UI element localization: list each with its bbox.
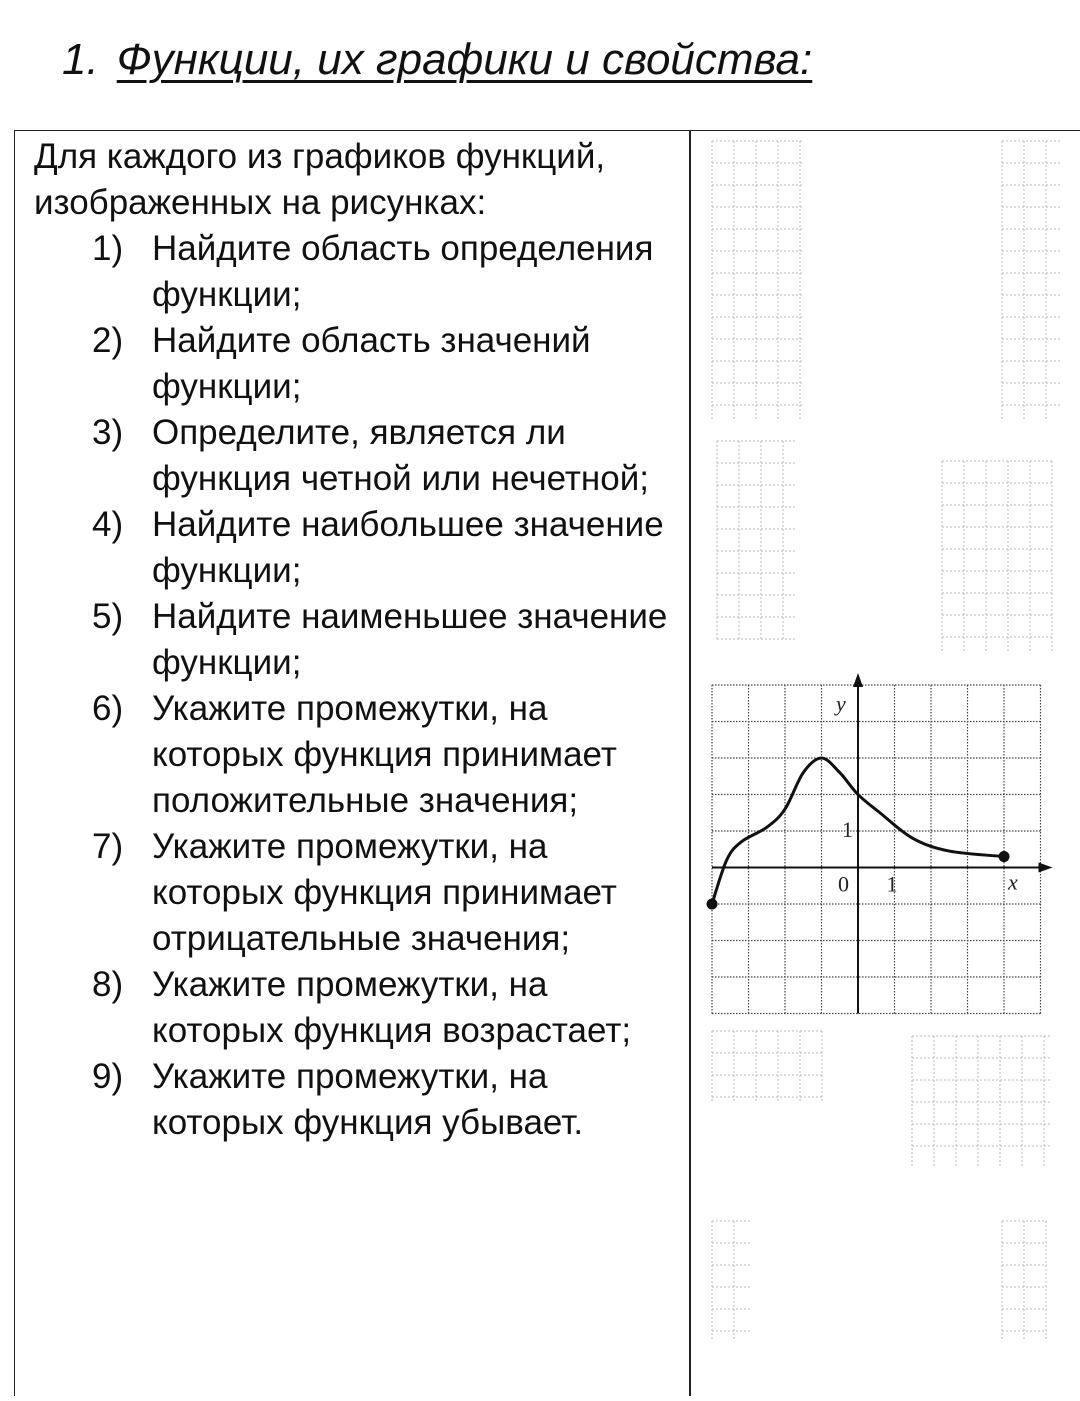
graph-axes: [712, 677, 1049, 1014]
task-item-number: 1): [92, 229, 124, 268]
task-item-text: Укажите промежутки, на которых функция принимает отрицательные значения;: [152, 827, 617, 958]
task-item-number: 8): [92, 965, 124, 1004]
task-item-text: Укажите промежутки, на которых функция убывает.: [152, 1057, 584, 1142]
task-list: [34, 226, 674, 1146]
task-item: [34, 226, 674, 318]
start-point: [707, 899, 718, 910]
task-item-text: Определите, является ли функция четной или нечетной;: [152, 413, 649, 498]
task-item: [34, 824, 674, 962]
task-item-number: 3): [92, 413, 124, 452]
task-item: [34, 594, 674, 686]
task-item-text: Найдите область значений функции;: [152, 321, 591, 406]
section-heading: [62, 30, 812, 90]
task-item-text: Найдите наименьшее значение функции;: [152, 597, 668, 682]
task-item: [34, 318, 674, 410]
x-axis-arrow: [1039, 863, 1053, 873]
task-item-number: 5): [92, 597, 124, 636]
table-divider: [689, 130, 691, 1396]
task-item: [34, 686, 674, 824]
task-item-number: 6): [92, 689, 124, 728]
section-title: Функции, их графики и свойства:: [116, 35, 813, 84]
y-axis-label: y: [836, 691, 846, 716]
task-item: [34, 962, 674, 1054]
end-point: [999, 851, 1010, 862]
x-axis-label: x: [1008, 869, 1018, 895]
task-text: [34, 134, 674, 1146]
task-item: [34, 502, 674, 594]
graph-grid: [712, 685, 1041, 1014]
task-item-number: 2): [92, 321, 124, 360]
task-item: [34, 410, 674, 502]
task-item-text: Найдите наибольшее значение функции;: [152, 505, 664, 590]
task-item-number: 9): [92, 1057, 124, 1096]
function-graph: [707, 673, 1053, 1014]
task-item-number: 4): [92, 505, 124, 544]
task-item-text: Укажите промежутки, на которых функция возрастает;: [152, 965, 632, 1050]
x-unit-label: 1: [886, 871, 898, 897]
task-item-text: Укажите промежутки, на которых функция принимает положительные значения;: [152, 689, 617, 820]
task-item-number: 7): [92, 827, 124, 866]
section-number: 1.: [62, 35, 99, 84]
task-item-text: Найдите область определения функции;: [152, 229, 654, 314]
task-item: [34, 1054, 674, 1146]
y-axis-arrow: [853, 673, 863, 687]
task-intro: Для каждого из графиков функций, изображенных на рисунках:: [34, 137, 606, 222]
figures-column: [692, 131, 1080, 1396]
y-unit-label: 1: [842, 817, 853, 842]
origin-label: 0: [838, 871, 849, 897]
